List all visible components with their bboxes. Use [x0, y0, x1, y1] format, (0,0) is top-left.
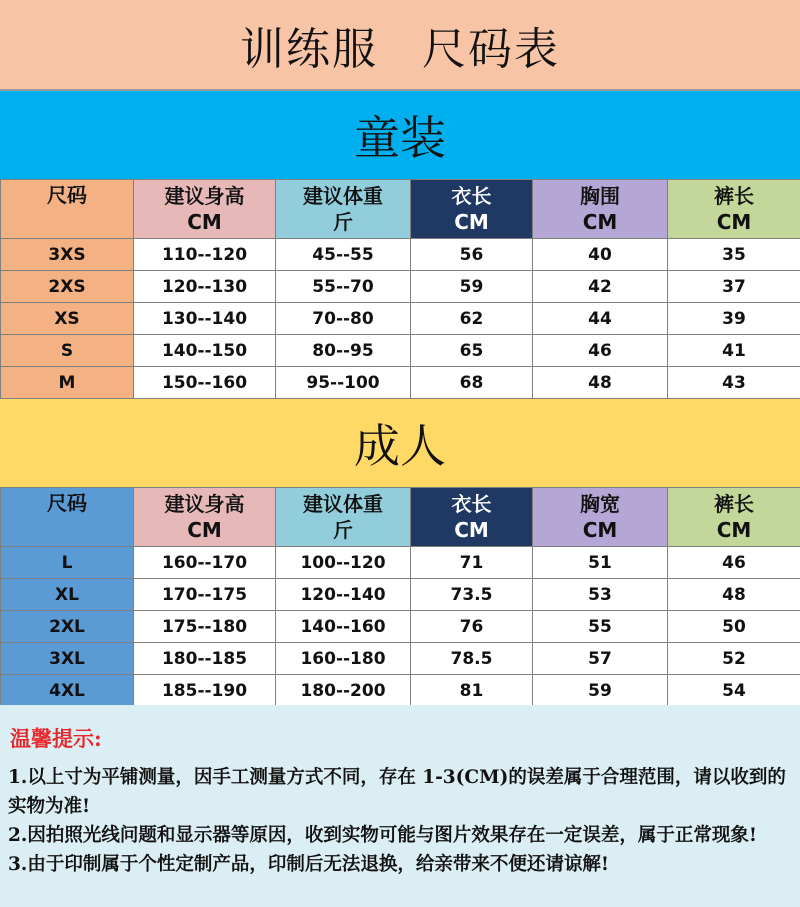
table-row	[1, 335, 800, 367]
adult-header-row	[1, 488, 800, 547]
height-cell: 160--170	[134, 547, 276, 579]
pants-cell: 37	[668, 271, 800, 303]
header-length-label: 衣长	[451, 184, 492, 208]
header-chest-width-label: 胸宽	[580, 492, 620, 516]
header-size	[1, 488, 134, 547]
table-row	[1, 675, 800, 707]
length-cell: 62	[411, 303, 533, 335]
table-row	[1, 367, 800, 399]
weight-cell: 55--70	[276, 271, 411, 303]
size-cell: L	[1, 547, 134, 579]
length-cell: 56	[411, 239, 533, 271]
header-pants-unit: CM	[716, 210, 752, 234]
header-chest-width-unit: CM	[582, 518, 618, 542]
header-length-label: 衣长	[451, 492, 492, 516]
adult-size-table	[0, 487, 800, 707]
weight-cell: 100--120	[276, 547, 411, 579]
chest-cell: 42	[533, 271, 668, 303]
length-cell: 65	[411, 335, 533, 367]
table-row	[1, 271, 800, 303]
chest-cell: 57	[533, 643, 668, 675]
header-height-label: 建议身高	[164, 184, 245, 208]
header-chest-label: 胸围	[580, 184, 620, 208]
height-cell: 110--120	[134, 239, 276, 271]
header-pants-label: 裤长	[714, 492, 754, 516]
header-height-unit: CM	[187, 210, 222, 234]
header-pants	[668, 488, 800, 547]
chest-cell: 51	[533, 547, 668, 579]
length-cell: 76	[411, 611, 533, 643]
pants-cell: 50	[668, 611, 800, 643]
header-length	[411, 180, 533, 239]
table-row	[1, 547, 800, 579]
length-cell: 71	[411, 547, 533, 579]
header-weight-unit: 斤	[333, 210, 353, 234]
weight-cell: 70--80	[276, 303, 411, 335]
weight-cell: 95--100	[276, 367, 411, 399]
height-cell: 140--150	[134, 335, 276, 367]
length-cell: 73.5	[411, 579, 533, 611]
size-cell: S	[1, 335, 134, 367]
table-row	[1, 303, 800, 335]
kids-header-row	[1, 180, 800, 239]
height-cell: 170--175	[134, 579, 276, 611]
header-weight	[276, 180, 411, 239]
height-cell: 180--185	[134, 643, 276, 675]
header-length-unit: CM	[454, 518, 489, 542]
header-length-unit: CM	[454, 210, 489, 234]
height-cell: 120--130	[134, 271, 276, 303]
size-cell: 3XS	[1, 239, 134, 271]
pants-cell: 39	[668, 303, 800, 335]
notes-panel	[0, 705, 800, 907]
header-size-label: 尺码	[47, 183, 87, 207]
header-length	[411, 488, 533, 547]
header-height-label: 建议身高	[164, 492, 245, 516]
header-weight-unit: 斤	[333, 518, 353, 542]
header-weight	[276, 488, 411, 547]
header-height	[134, 488, 276, 547]
header-size-label: 尺码	[47, 491, 87, 515]
kids-size-table	[0, 179, 800, 399]
height-cell: 185--190	[134, 675, 276, 707]
header-chest-width	[533, 488, 668, 547]
header-chest	[533, 180, 668, 239]
size-cell: 3XL	[1, 643, 134, 675]
length-cell: 59	[411, 271, 533, 303]
weight-cell: 80--95	[276, 335, 411, 367]
pants-cell: 54	[668, 675, 800, 707]
size-cell: XS	[1, 303, 134, 335]
chest-cell: 48	[533, 367, 668, 399]
table-row	[1, 579, 800, 611]
title-part-2: 尺码表	[422, 23, 560, 75]
adult-section-heading: 成人	[0, 399, 800, 487]
size-cell: 4XL	[1, 675, 134, 707]
height-cell: 175--180	[134, 611, 276, 643]
notes-title: 温馨提示:	[10, 726, 102, 751]
table-row	[1, 239, 800, 271]
header-pants	[668, 180, 800, 239]
weight-cell: 45--55	[276, 239, 411, 271]
note-item: 2.因拍照光线问题和显示器等原因，收到实物可能与图片效果存在一定误差，属于正常现象!	[8, 825, 757, 846]
length-cell: 81	[411, 675, 533, 707]
header-weight-label: 建议体重	[303, 184, 383, 208]
pants-cell: 52	[668, 643, 800, 675]
chest-cell: 55	[533, 611, 668, 643]
header-weight-label: 建议体重	[303, 492, 383, 516]
chest-cell: 40	[533, 239, 668, 271]
weight-cell: 120--140	[276, 579, 411, 611]
size-cell: 2XS	[1, 271, 134, 303]
header-pants-label: 裤长	[714, 184, 754, 208]
header-height	[134, 180, 276, 239]
header-chest-unit: CM	[582, 210, 618, 234]
height-cell: 150--160	[134, 367, 276, 399]
weight-cell: 180--200	[276, 675, 411, 707]
note-item: 1.以上寸为平铺测量，因手工测量方式不同，存在 1-3(CM)的误差属于合理范围，请以收到的实物为准!	[8, 767, 786, 817]
pants-cell: 41	[668, 335, 800, 367]
size-cell: M	[1, 367, 134, 399]
note-item: 3.由于印制属于个性定制产品，印制后无法退换，给亲带来不便还请谅解!	[8, 854, 609, 875]
weight-cell: 140--160	[276, 611, 411, 643]
pants-cell: 35	[668, 239, 800, 271]
chest-cell: 46	[533, 335, 668, 367]
pants-cell: 48	[668, 579, 800, 611]
page-title	[0, 0, 800, 91]
chest-cell: 59	[533, 675, 668, 707]
size-cell: XL	[1, 579, 134, 611]
length-cell: 68	[411, 367, 533, 399]
header-height-unit: CM	[187, 518, 222, 542]
title-part-1: 训练服	[240, 23, 378, 75]
header-pants-unit: CM	[716, 518, 752, 542]
length-cell: 78.5	[411, 643, 533, 675]
weight-cell: 160--180	[276, 643, 411, 675]
notes-list	[8, 763, 794, 879]
pants-cell: 43	[668, 367, 800, 399]
chest-cell: 44	[533, 303, 668, 335]
size-cell: 2XL	[1, 611, 134, 643]
height-cell: 130--140	[134, 303, 276, 335]
kids-section-heading: 童装	[0, 91, 800, 179]
table-row	[1, 611, 800, 643]
table-row	[1, 643, 800, 675]
pants-cell: 46	[668, 547, 800, 579]
chest-cell: 53	[533, 579, 668, 611]
header-size	[1, 180, 134, 239]
